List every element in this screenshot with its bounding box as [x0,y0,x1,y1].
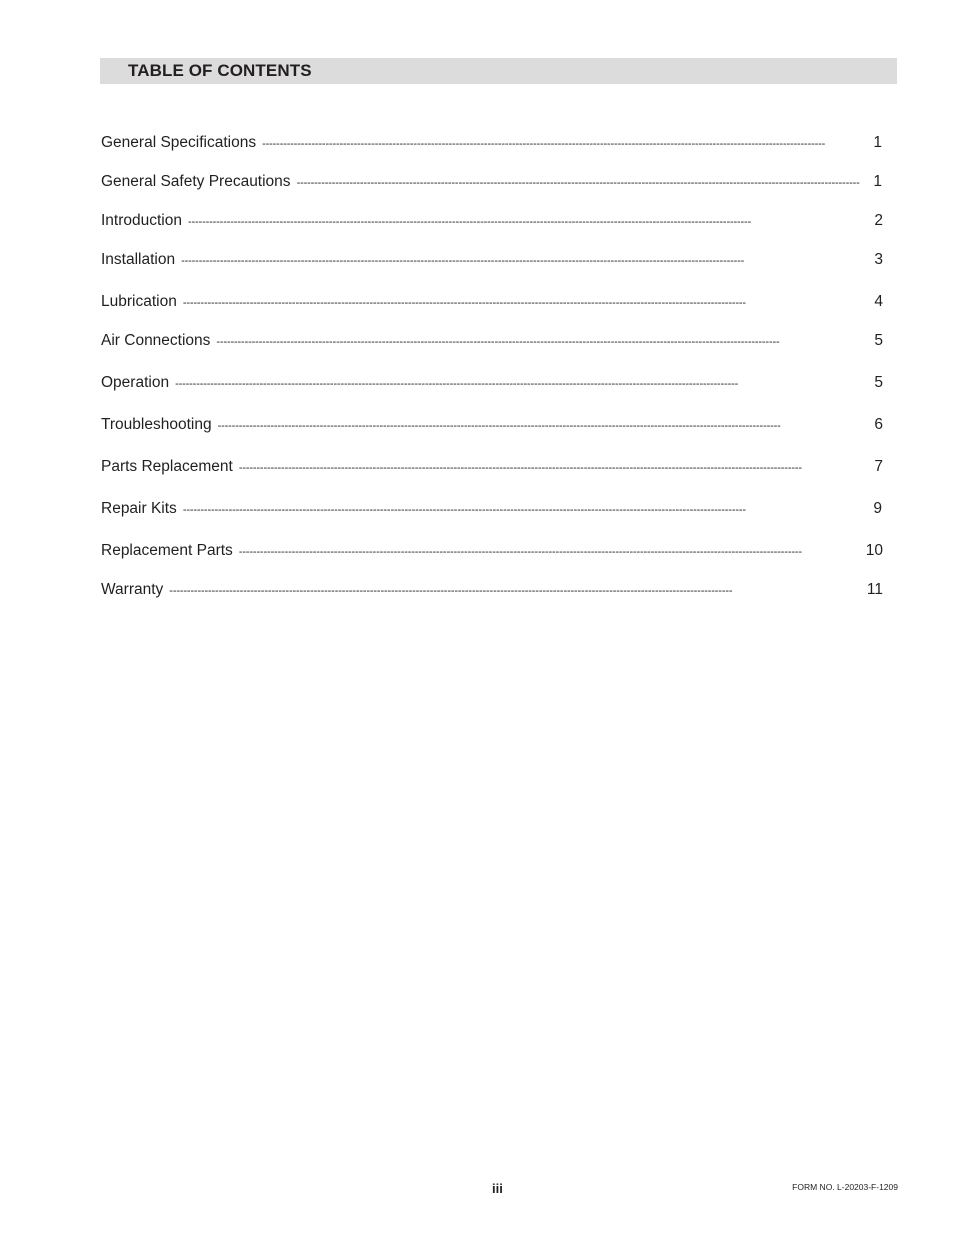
toc-entry-general-specifications[interactable] [101,132,883,154]
toc-entry-page: 4 [874,293,883,310]
toc-entry-page: 10 [865,542,883,559]
toc-dot-leader [239,541,863,563]
toc-dot-leader [262,133,869,155]
toc-dot-leader [183,499,869,521]
toc-entry-page: 2 [874,212,883,229]
toc-entry-page: 3 [874,251,883,268]
toc-dot-leader [169,580,864,602]
toc-dot-leader [175,373,870,395]
toc-entry-label: Troubleshooting [101,416,212,433]
toc-entry-page: 11 [866,581,883,598]
toc-dot-leader [188,211,870,233]
toc-entry-page: 6 [874,416,883,433]
toc-dot-leader [239,457,870,479]
toc-dot-leader [181,250,870,272]
toc-dot-leader [297,172,869,194]
toc-entry-page: 5 [874,332,883,349]
footer-page-number: iii [492,1181,503,1196]
toc-dot-leader [183,292,870,314]
toc-dot-leader [218,415,870,437]
toc-dot-leader [216,331,870,353]
toc-entry-page: 7 [874,458,883,475]
toc-entry-page: 1 [873,173,882,190]
footer-form-number: FORM NO. L-20203-F-1209 [792,1182,898,1192]
toc-entry-page: 5 [874,374,883,391]
toc-entry-label: General Safety Precautions [101,173,291,190]
toc-entry-air-connections[interactable] [101,330,883,352]
toc-entry-troubleshooting[interactable] [101,414,883,436]
toc-entry-introduction[interactable] [101,210,883,232]
toc-entry-label: Installation [101,251,176,268]
toc-entry-label: Parts Replacement [101,458,233,475]
toc-entry-page: 9 [873,500,882,517]
toc-entry-operation[interactable] [101,372,883,394]
toc-entry-repair-kits[interactable] [101,498,883,520]
toc-entry-installation[interactable] [101,249,883,271]
toc-entry-parts-replacement[interactable] [101,456,883,478]
toc-entry-label: Replacement Parts [101,542,233,559]
toc-entry-replacement-parts[interactable] [101,540,883,562]
toc-entry-general-safety-precautions[interactable] [101,171,883,193]
toc-entry-label: General Specifications [101,134,257,151]
toc-entry-label: Warranty [101,581,164,598]
toc-entry-label: Repair Kits [101,500,177,517]
toc-entry-lubrication[interactable] [101,291,883,313]
page-title: TABLE OF CONTENTS [128,61,312,80]
toc-entry-label: Introduction [101,212,182,229]
toc-header-band [100,58,897,84]
toc-entry-warranty[interactable] [101,579,883,601]
toc-entry-label: Operation [101,374,170,391]
toc-entry-label: Lubrication [101,293,177,310]
toc-entry-page: 1 [873,134,882,151]
toc-entry-label: Air Connections [101,332,211,349]
